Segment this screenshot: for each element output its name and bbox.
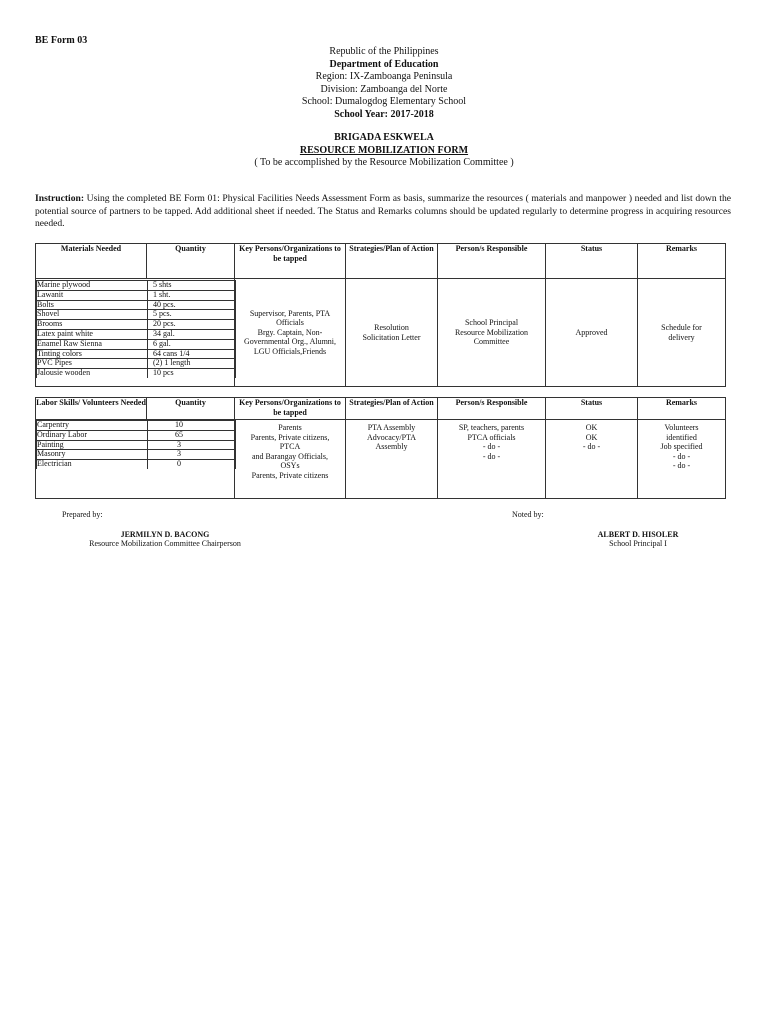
labor-responsible [438, 420, 546, 499]
material-row [37, 320, 236, 330]
strategy-line: Advocacy/PTA [366, 432, 417, 442]
instruction-paragraph [35, 193, 731, 231]
labor-col-remarks: Remarks [638, 398, 726, 420]
labor-col-key-persons: Key Persons/Organizations to be tapped [235, 398, 346, 420]
remarks-line: delivery [668, 332, 695, 342]
labor-col-responsible: Person/s Responsible [438, 398, 546, 420]
responsible-line: SP, teachers, parents [458, 423, 525, 432]
school-year-line: School Year: 2017-2018 [334, 108, 434, 120]
status-line: OK [585, 423, 598, 432]
materials-col-status: Status [546, 244, 638, 279]
materials-list-cell [36, 279, 235, 387]
labor-skill: Painting [37, 440, 148, 450]
materials-col-key-persons: Key Persons/Organizations to be tapped [235, 244, 346, 279]
labor-qty: 3 [148, 450, 236, 460]
status-line: OK [585, 432, 598, 442]
material-name: Shovel [37, 310, 148, 320]
materials-responsible [438, 279, 546, 387]
labor-col-quantity: Quantity [147, 398, 235, 420]
labor-remarks [638, 420, 726, 499]
key-person-line: PTCA [279, 442, 301, 451]
material-row [37, 359, 236, 369]
prepared-by-name: JERMILYN D. BACONG [120, 530, 210, 539]
key-person-line: Officials [276, 318, 304, 328]
material-row [37, 349, 236, 359]
status-line: - do - [582, 442, 601, 451]
key-person-line: LGU Officials,Friends [253, 346, 327, 356]
remarks-line: Volunteers [664, 423, 699, 432]
form-code: BE Form 03 [35, 35, 88, 46]
material-qty: (2) 1 length [148, 359, 236, 369]
labor-col-skills: Labor Skills/ Volunteers Needed [36, 398, 147, 420]
labor-row [37, 450, 236, 460]
labor-row [37, 421, 236, 431]
material-name: Enamel Raw Sienna [37, 339, 148, 349]
responsible-line: - do - [482, 451, 501, 461]
material-row [37, 310, 236, 320]
noted-by-name: ALBERT D. HISOLER [597, 530, 679, 539]
materials-remarks [638, 279, 726, 387]
responsible-line: - do - [482, 442, 501, 451]
key-person-line: Parents, Private citizens, [250, 432, 330, 442]
materials-key-persons [235, 279, 346, 387]
material-row [37, 281, 236, 291]
labor-skill: Ordinary Labor [37, 430, 148, 440]
materials-col-materials: Materials Needed [36, 244, 147, 279]
form-title-block [0, 132, 768, 170]
prepared-by-block [40, 530, 290, 548]
key-person-line: Governmental Org., Alumni, [243, 337, 337, 347]
key-person-line: Supervisor, Parents, PTA [249, 308, 331, 318]
key-person-line: Parents [278, 423, 302, 432]
material-qty: 5 shts [148, 281, 236, 291]
material-row [37, 369, 236, 378]
strategy-line: PTA Assembly [367, 423, 416, 432]
materials-body-row [36, 279, 726, 387]
noted-by-label: Noted by: [512, 510, 544, 519]
school-line: School: Dumalogdog Elementary School [301, 96, 467, 107]
material-qty: 40 pcs. [148, 300, 236, 310]
department-line: Department of Education [329, 58, 439, 70]
labor-skill: Masonry [37, 450, 148, 460]
noted-by-title: School Principal I [609, 539, 667, 548]
labor-qty: 3 [148, 440, 236, 450]
labor-list [36, 420, 236, 469]
material-qty: 64 cans 1/4 [148, 349, 236, 359]
remarks-line: - do - [672, 461, 691, 470]
material-qty: 1 sht. [148, 290, 236, 300]
labor-skill: Electrician [37, 460, 148, 469]
material-qty: 34 gal. [148, 329, 236, 339]
labor-header-row [36, 398, 726, 420]
division-line: Division: Zamboanga del Norte [320, 83, 448, 95]
material-qty: 10 pcs [148, 369, 236, 378]
material-name: Marine plywood [37, 281, 148, 291]
key-person-line: Parents, Private citizens [251, 470, 329, 480]
prepared-by-title: Resource Mobilization Committee Chairperson [89, 539, 241, 548]
materials-header-row [36, 244, 726, 279]
program-title: BRIGADA ESKWELA [334, 132, 434, 143]
material-name: Tinting colors [37, 349, 148, 359]
strategy-line: Solicitation Letter [362, 332, 421, 342]
material-name: Bolts [37, 300, 148, 310]
prepared-by-label: Prepared by: [62, 510, 103, 519]
labor-col-strategies: Strategies/Plan of Action [346, 398, 438, 420]
materials-status: Approved [546, 279, 638, 387]
materials-strategies [346, 279, 438, 387]
material-row [37, 290, 236, 300]
labor-body-row [36, 420, 726, 499]
region-line: Region: IX-Zamboanga Peninsula [315, 71, 453, 82]
material-name: Latex paint white [37, 329, 148, 339]
labor-skill: Carpentry [37, 421, 148, 431]
materials-col-strategies: Strategies/Plan of Action [346, 244, 438, 279]
responsible-line: PTCA officials [467, 432, 516, 442]
labor-qty: 0 [148, 460, 236, 469]
materials-col-remarks: Remarks [638, 244, 726, 279]
material-qty: 5 pcs. [148, 310, 236, 320]
remarks-line: Schedule for [661, 323, 702, 332]
key-person-line: OSYs [280, 461, 300, 470]
labor-status [546, 420, 638, 499]
form-title: RESOURCE MOBILIZATION FORM [299, 144, 469, 156]
labor-col-status: Status [546, 398, 638, 420]
responsible-line: Resource Mobilization [454, 327, 529, 337]
responsible-line: Committee [473, 337, 510, 347]
key-person-line: Brgy. Captain, Non- [257, 327, 323, 337]
remarks-line: Job specified [660, 442, 703, 451]
material-name: Jalousie wooden [37, 369, 148, 378]
labor-row [37, 460, 236, 469]
instruction-text: Using the completed BE Form 01: Physical Facilities Needs Assessment Form as basis, summarize the resources ( materials and manpower ) needed and list down the potential source of partners to be tapped. Add additional sheet if needed. The Status and Remarks columns should be updated regularly to determine progress in acquiring resources needed. [35, 193, 731, 230]
labor-qty: 10 [148, 421, 236, 431]
materials-col-responsible: Person/s Responsible [438, 244, 546, 279]
material-name: PVC Pipes [37, 359, 148, 369]
labor-key-persons [235, 420, 346, 499]
labor-row [37, 440, 236, 450]
material-name: Brooms [37, 320, 148, 330]
material-row [37, 300, 236, 310]
republic-line: Republic of the Philippines [329, 46, 439, 57]
material-qty: 20 pcs. [148, 320, 236, 330]
materials-list [36, 280, 236, 378]
document-header [0, 46, 768, 121]
labor-row [37, 430, 236, 440]
form-note: ( To be accomplished by the Resource Mobilization Committee ) [254, 157, 514, 168]
material-row [37, 329, 236, 339]
material-row [37, 339, 236, 349]
responsible-line: School Principal [464, 318, 519, 328]
remarks-line: identified [666, 432, 697, 442]
key-person-line: and Barangay Officials, [251, 451, 329, 461]
labor-table [35, 397, 726, 499]
material-name: Lawanit [37, 290, 148, 300]
materials-table [35, 243, 726, 387]
materials-col-quantity: Quantity [147, 244, 235, 279]
instruction-label: Instruction: [35, 193, 85, 204]
labor-list-cell [36, 420, 235, 499]
noted-by-block [548, 530, 728, 548]
strategy-line: Assembly [375, 442, 408, 451]
labor-strategies [346, 420, 438, 499]
strategy-line: Resolution [374, 323, 409, 332]
material-qty: 6 gal. [148, 339, 236, 349]
remarks-line: - do - [672, 451, 691, 461]
labor-qty: 65 [148, 430, 236, 440]
